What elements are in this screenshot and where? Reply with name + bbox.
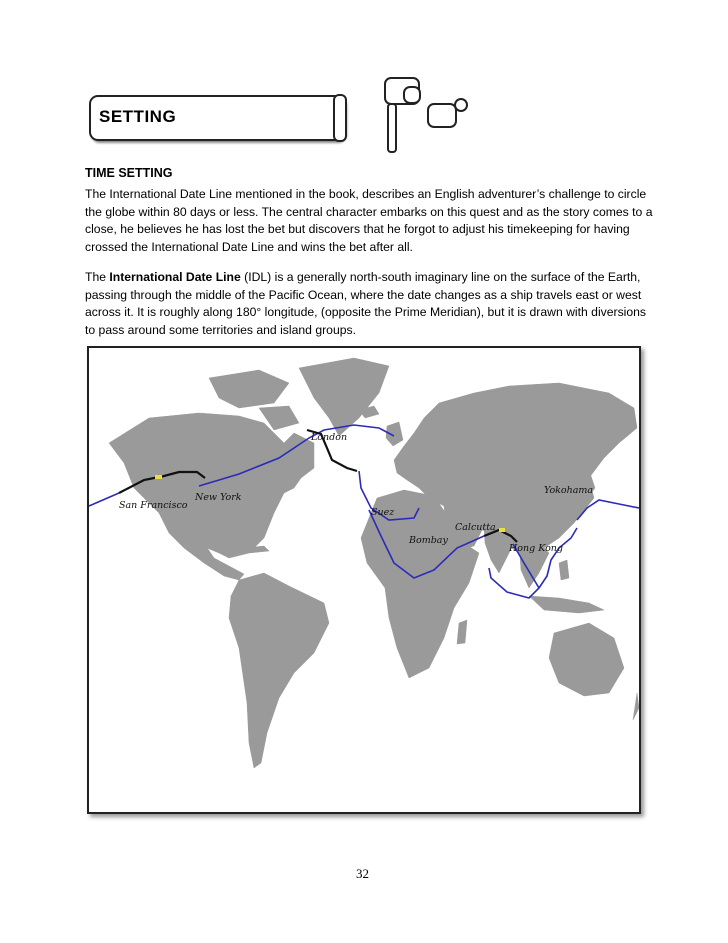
city-label: Suez [371, 507, 395, 518]
world-map [87, 346, 641, 814]
decorative-box [387, 103, 397, 153]
city-label: San Francisco [119, 500, 188, 511]
city-label: Bombay [409, 535, 448, 546]
arctic-islands [209, 370, 289, 408]
route-marker [499, 528, 505, 532]
decorative-box [454, 98, 468, 112]
city-label: Calcutta [455, 522, 496, 533]
heading-title: SETTING [99, 107, 177, 126]
south-america [229, 573, 329, 768]
page-number: 32 [356, 866, 369, 881]
city-label: Hong Kong [509, 543, 563, 554]
paragraph-prefix: The [85, 270, 110, 284]
decorative-box [333, 94, 347, 142]
city-label: Yokohama [544, 485, 594, 496]
philippines [559, 560, 569, 580]
paragraph-idl-story: The International Date Line mentioned in the book, describes an English adventurer’s challenge to circle the globe within 80 days or less. The central character embarks on this quest and as the story comes to a close, he believes he has lost the bet but discovers that he forgot to adjust his timekeeping for having crossed the International Date Line and wins the bet after all. [85, 187, 653, 254]
section-title: TIME SETTING [85, 166, 173, 180]
paragraph-idl-definition [85, 269, 655, 339]
britain [386, 422, 403, 446]
city-label: New York [195, 492, 242, 503]
madagascar [457, 620, 467, 644]
greenland [299, 358, 389, 436]
decorative-box [427, 103, 457, 128]
term-bold: International Date Line [109, 270, 241, 284]
route-marker [155, 475, 162, 479]
city-label: London [311, 432, 348, 443]
paragraph-rest: (IDL) is a generally north-south imaginary line on the surface of the Earth, passing through the middle of the Pacific Ocean, where the date changes as a ship travels east or west across it. It is roughly along 180° longitude, (opposite the Prime Meridian), but it is drawn with diversions to pass around some territories and island groups. [85, 270, 647, 337]
new-zealand [633, 693, 639, 720]
world-map-svg [89, 348, 639, 812]
australia [549, 623, 624, 696]
decorative-box [403, 86, 421, 104]
route-pacific-east [89, 493, 119, 506]
indonesia [529, 596, 604, 613]
continents [109, 358, 639, 768]
north-america [109, 413, 314, 558]
